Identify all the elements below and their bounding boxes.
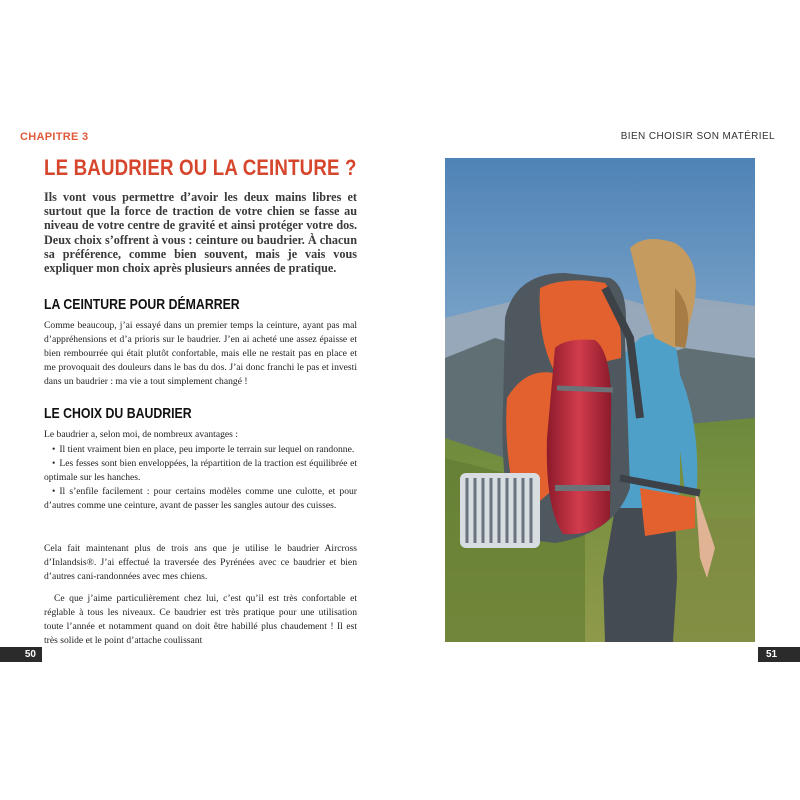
page-number-left: 50 <box>0 647 42 662</box>
list-item: • Il tient vraiment bien en place, peu importe le terrain sur lequel on randonne. <box>44 443 357 457</box>
intro-paragraph: Ils vont vous permettre d’avoir les deux mains libres et surtout que la force de traction de votre chien se fasse au niveau de votre centre de gravité et ainsi protéger votre dos. Deux choix s’offrent à vous : ceinture ou baudrier. À chacun sa préférence, comme bien souvent, mais je vais vous expliquer mon choix après plusieurs années de pratique. <box>44 190 357 276</box>
sleeping-mat <box>460 473 540 548</box>
section-lead-baudrier: Le baudrier a, selon moi, de nombreux avantages : <box>44 429 238 440</box>
list-item: • Les fesses sont bien enveloppées, la répartition de la traction est équilibrée et optimale sur les hanches. <box>44 457 357 485</box>
section-text-ceinture: Comme beaucoup, j’ai essayé dans un premier temps la ceinture, ayant pas mal d’appréhensions et d’a prioris sur le baudrier. J’en ai acheté une assez épaisse et bien rembourrée qui était plutôt confortable, mais elle ne restait pas en place et me provoquait des douleurs dans le bas du dos. J’ai donc franchi le pas et investi dans un baudrier : ma vie a tout simplement changé ! <box>44 320 357 388</box>
section-heading-baudrier: LE CHOIX DU BAUDRIER <box>44 405 192 422</box>
section-heading-ceinture: LA CEINTURE POUR DÉMARRER <box>44 296 240 313</box>
hiker-photo <box>445 158 755 642</box>
header-chapter: CHAPITRE 3 <box>20 131 89 143</box>
paragraph-aircross: Cela fait maintenant plus de trois ans que je utilise le baudrier Aircross d’Inlandsis®. J’ai effectué la traversée des Pyrénées avec ce baudrier et bien d’autres cani-randonnées avec mes chiens. <box>44 543 357 583</box>
list-item: • Il s’enfile facilement : pour certains modèles comme une culotte, et pour d’autres comme une ceinture, avant de passer les sangles autour des cuisses. <box>44 485 357 513</box>
page-title: LE BAUDRIER OU LA CEINTURE ? <box>44 155 357 180</box>
paragraph-confort: Ce que j’aime particulièrement chez lui, c’est qu’il est très confortable et réglable à tous les niveaux. Ce baudrier est très pratique pour une utilisation toute l’année et notamment quand on doit être habillé plus chaudement ! Il est très solide et le point d’attache coulissant <box>44 593 357 647</box>
advantages-list <box>44 443 357 513</box>
header-section: BIEN CHOISIR SON MATÉRIEL <box>620 131 775 142</box>
page-number-right: 51 <box>758 647 800 662</box>
sleeping-bag <box>547 340 611 535</box>
